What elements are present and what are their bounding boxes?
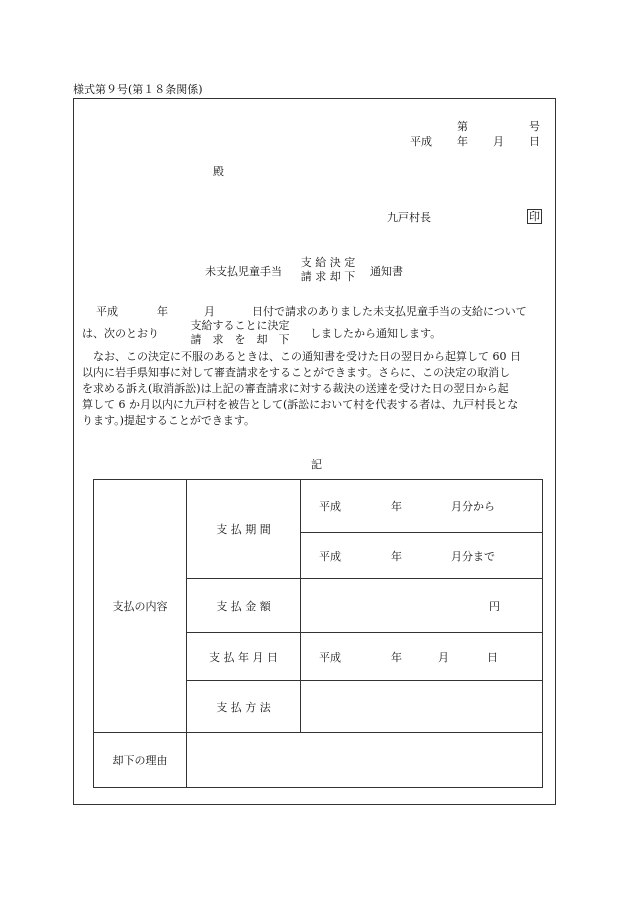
body-para2-line4: 算して 6 か月以内に九戸村を被告として(訴訟において村を代表する者は、九戸村長とな [82, 398, 519, 411]
body-line1-rest: 日付で請求のありました未支払児童手当の支給について [252, 305, 527, 318]
seal-stamp: 印 [529, 210, 540, 223]
date-day: 日 [529, 135, 540, 148]
method-label-cell [187, 681, 301, 733]
date-year: 年 [457, 135, 468, 148]
period-from-cell[interactable] [301, 480, 543, 533]
title-option-bottom: 請 求 却 下 [300, 270, 356, 283]
title-option-stack [294, 256, 362, 284]
body-option-bottom: 請 求 を 却 下 [190, 333, 290, 346]
number-prefix: 第 [457, 120, 468, 133]
period-to-cell[interactable] [301, 533, 543, 579]
period-from-suffix: 月分から [451, 500, 495, 513]
body-line1-month: 月 [204, 305, 215, 318]
group-label: 支払の内容 [112, 600, 168, 613]
body-option-top: 支給することに決定 [190, 319, 290, 332]
date-era: 平成 [410, 135, 432, 148]
body-line1-era: 平成 [96, 305, 118, 318]
amount-cell[interactable] [301, 579, 543, 633]
period-label-cell [187, 480, 301, 579]
ki-heading: 記 [311, 458, 322, 471]
period-label: 支 払 期 間 [216, 523, 271, 536]
date-label-cell [187, 633, 301, 681]
title-suffix: 通知書 [370, 265, 403, 278]
amount-unit: 円 [489, 599, 500, 613]
body-line1-year: 年 [157, 305, 168, 318]
period-to-era: 平成 [319, 549, 341, 563]
number-suffix: 号 [529, 120, 540, 133]
method-value-cell[interactable] [301, 681, 543, 733]
group-label-cell [94, 480, 187, 733]
body-para2-line2: 以内に岩手県知事に対して審査請求をすることができます。さらに、この決定の取消し [82, 366, 511, 379]
body-para2-line1: なお、この決定に不服のあるときは、この通知書を受けた日の翌日から起算して 60 日 [93, 350, 521, 363]
rejection-label-cell [94, 733, 187, 788]
issuer-name: 九戸村長 [387, 211, 431, 224]
detail-table [93, 479, 543, 788]
date-month: 月 [493, 135, 504, 148]
period-to-suffix: 月分まで [451, 549, 495, 563]
date-value-cell[interactable] [301, 633, 543, 681]
date-value-month: 月 [438, 650, 449, 664]
date-label: 支 払 年 月 日 [209, 650, 278, 664]
body-line2-start: は、次のとおり [82, 327, 159, 340]
body-para2-line5: ります。)提起することができます。 [82, 414, 256, 427]
title-option-top: 支 給 決 定 [300, 256, 356, 269]
amount-label-cell [187, 579, 301, 633]
date-value-era: 平成 [319, 650, 341, 664]
body-option-stack [180, 319, 300, 347]
period-from-era: 平成 [319, 500, 341, 513]
form-label: 様式第９号(第１８条関係) [73, 83, 203, 96]
addressee-honorific: 殿 [213, 165, 224, 178]
amount-label: 支 払 金 額 [216, 599, 271, 613]
period-to-year: 年 [391, 549, 402, 563]
title-prefix: 未支払児童手当 [205, 265, 282, 278]
rejection-value-cell[interactable] [187, 733, 543, 788]
body-line2-end: しましたから通知します。 [310, 327, 442, 340]
date-value-year: 年 [391, 650, 402, 664]
rejection-label: 却下の理由 [112, 754, 168, 767]
body-para2-line3: を求める訴え(取消訴訟)は上記の審査請求に対する裁決の送達を受けた日の翌日から起 [82, 382, 509, 395]
period-from-year: 年 [391, 500, 402, 513]
date-value-day: 日 [487, 650, 498, 664]
method-label: 支 払 方 法 [216, 700, 271, 714]
